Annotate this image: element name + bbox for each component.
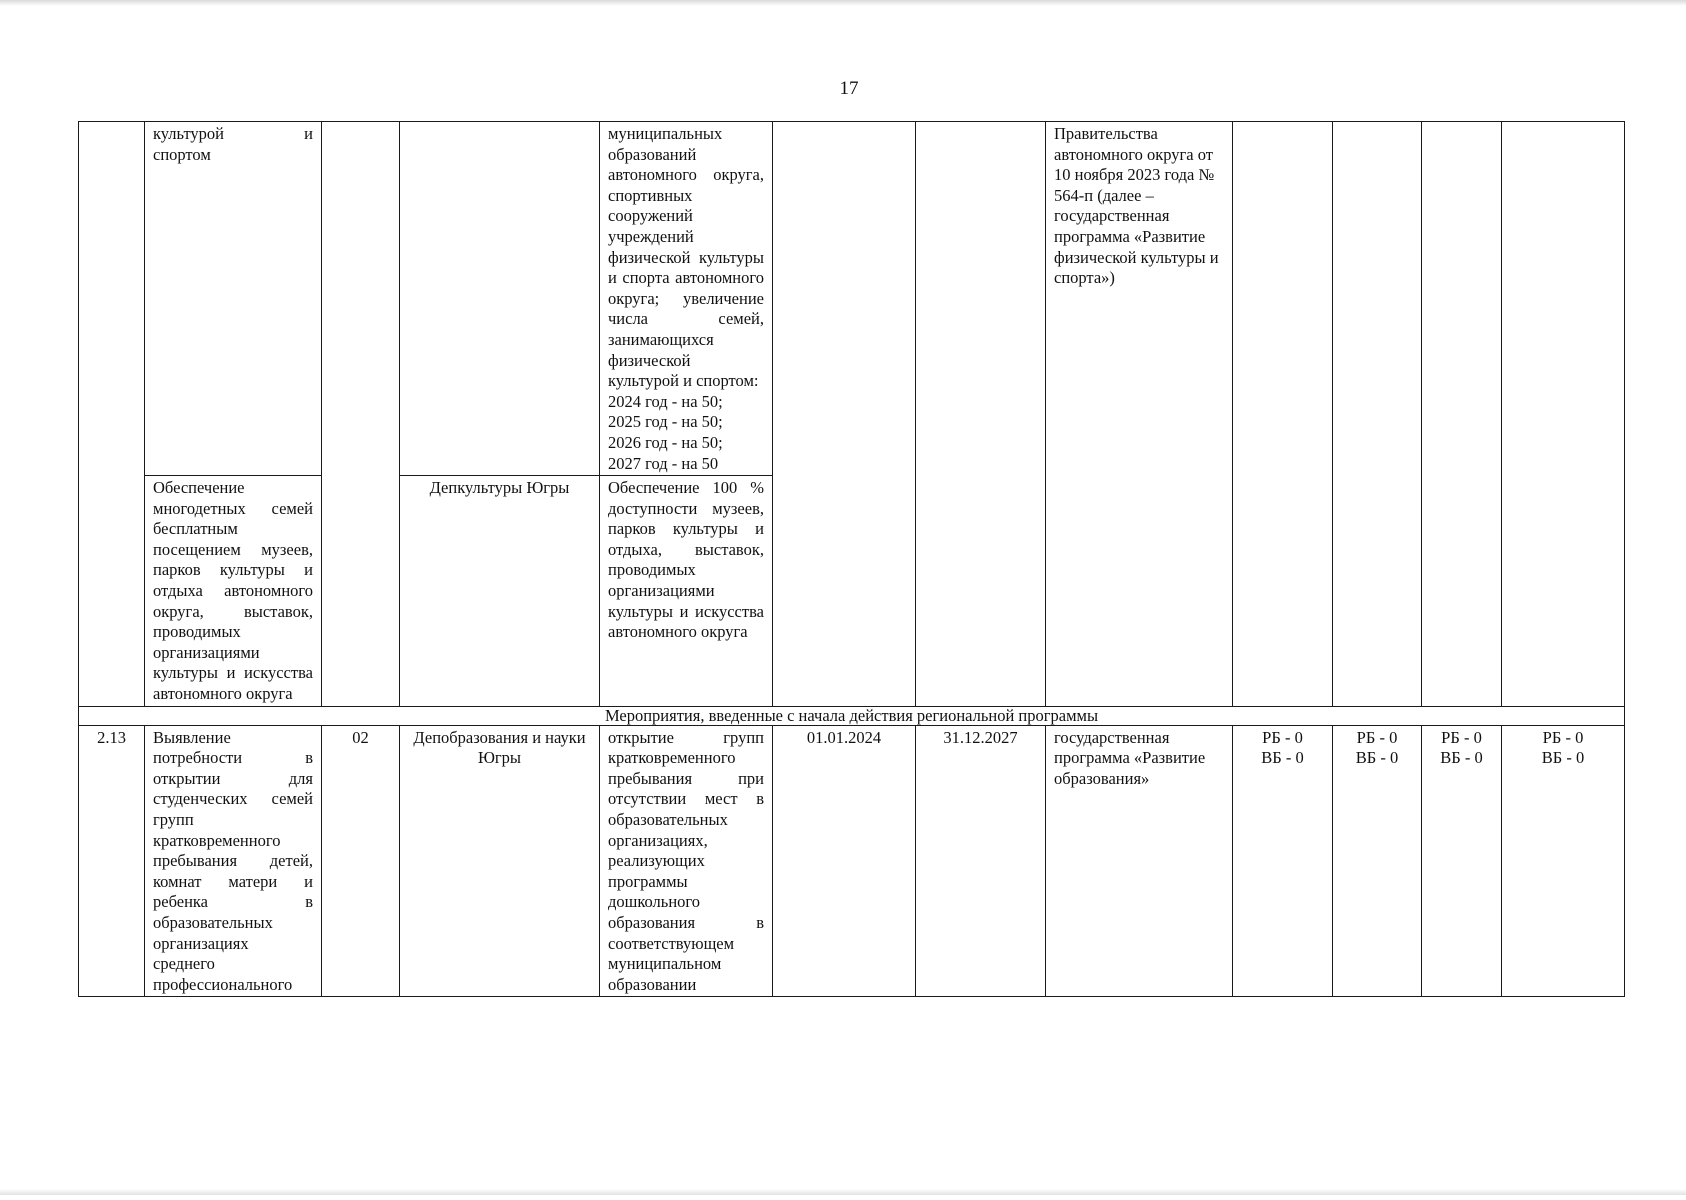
measures-table (78, 121, 1625, 997)
cell-code: 02 (322, 725, 400, 997)
cell-result-museums: Обеспечение 100 % доступности музеев, парков культуры и отдыха, выставок, проводимых организациями культуры и искусства автономного округа (600, 476, 773, 707)
section-header-row (79, 706, 1625, 725)
cell-program-continued: Правительства автономного округа от 10 ноября 2023 года № 564-п (далее – государственная программа «Развитие физической культуры и спорта») (1046, 122, 1233, 707)
cell-number-empty (79, 122, 145, 707)
cell-funding-2-empty (1333, 122, 1422, 707)
cell-executor-empty (400, 122, 600, 476)
scan-edge-bottom (0, 1189, 1686, 1195)
cell-number: 2.13 (79, 725, 145, 997)
cell-end-empty (916, 122, 1046, 707)
section-header: Мероприятия, введенные с начала действия региональной программы (79, 706, 1625, 725)
cell-executor-museums: Депкультуры Югры (400, 476, 600, 707)
cell-event-museums: Обеспечение многодетных семей бесплатным посещением музеев, парков культуры и отдыха автономного округа, выставок, проводимых организациями культуры и искусства автономного округа (145, 476, 322, 707)
cell-program: государственная программа «Развитие образования» (1046, 725, 1233, 997)
cell-start-empty (773, 122, 916, 707)
cell-funding-4-empty (1502, 122, 1625, 707)
cell-start-date: 01.01.2024 (773, 725, 916, 997)
page-number: 17 (839, 78, 859, 99)
scan-edge-top (0, 0, 1686, 6)
cell-funding-1-empty (1233, 122, 1333, 707)
cell-code-empty (322, 122, 400, 707)
cell-executor: Депобразования и науки Югры (400, 725, 600, 997)
cell-funding-4: РБ - 0 ВБ - 0 (1502, 725, 1625, 997)
cell-funding-2: РБ - 0 ВБ - 0 (1333, 725, 1422, 997)
cell-end-date: 31.12.2027 (916, 725, 1046, 997)
cell-funding-3-empty (1422, 122, 1502, 707)
cell-event: Выявление потребности в открытии для студенческих семей групп кратковременного пребывания детей, комнат матери и ребенка в образовательных организациях среднего профессионального (145, 725, 322, 997)
cell-event-continued: культурой и спортом (145, 122, 322, 476)
table-row-2-13 (79, 725, 1625, 997)
cell-result-continued: муниципальных образований автономного округа, спортивных сооружений учреждений физической культуры и спорта автономного округа; увеличение числа семей, занимающихся физической культурой и спортом: 2024 год - на 50; 2025 год - на 50; 2026 год - на 50; 2027 год - на 50 (600, 122, 773, 476)
table-row-continued (79, 122, 1625, 476)
cell-funding-3: РБ - 0 ВБ - 0 (1422, 725, 1502, 997)
cell-funding-1: РБ - 0 ВБ - 0 (1233, 725, 1333, 997)
cell-result: открытие групп кратковременного пребывания при отсутствии мест в образовательных организациях, реализующих программы дошкольного образования в соответствующем муниципальном образовании (600, 725, 773, 997)
